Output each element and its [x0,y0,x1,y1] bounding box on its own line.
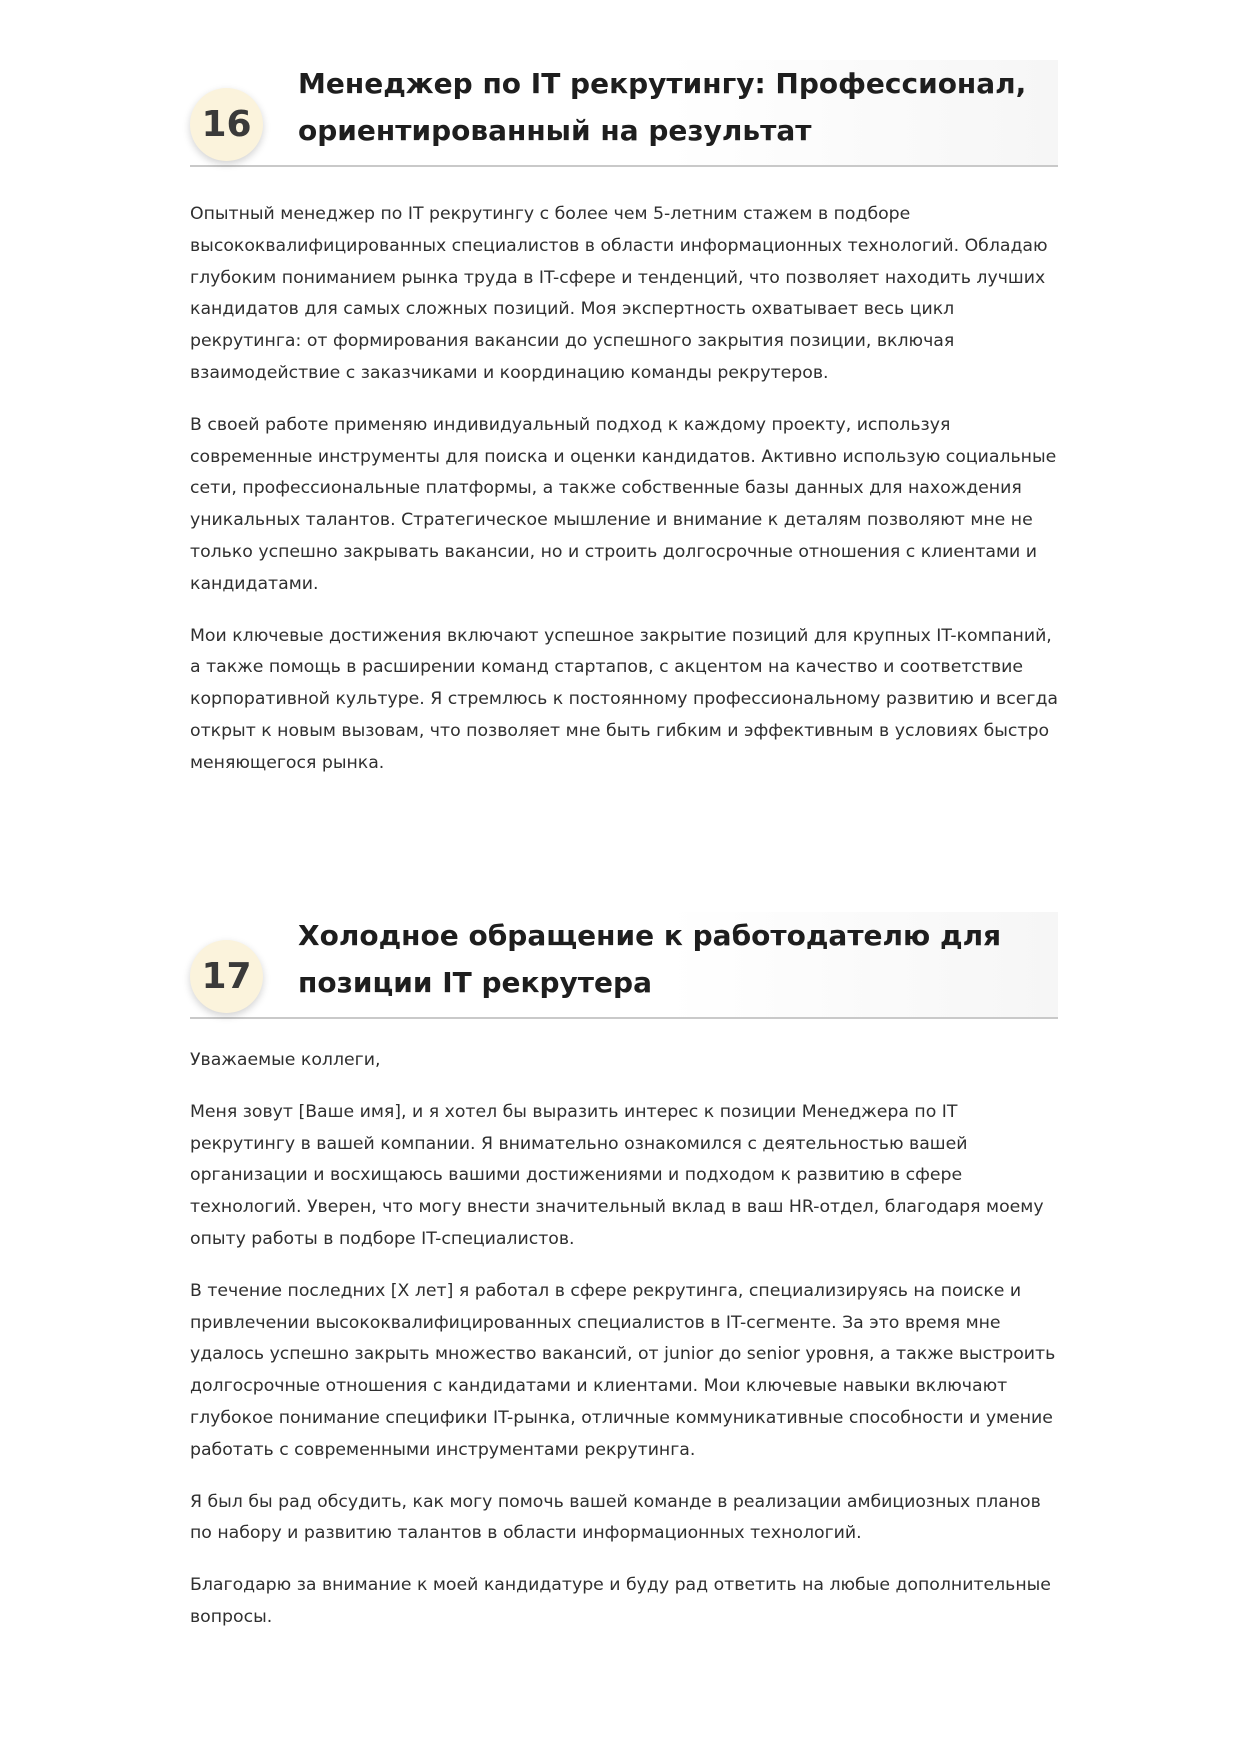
section-header [190,60,1058,167]
closing-paragraph: Благодарю за внимание к моей кандидатуре и буду рад ответить на любые дополнительные вопросы. [190,1575,1051,1627]
section-number-badge: 16 [190,88,263,161]
section-16 [190,60,1058,800]
section-title: Менеджер по IT рекрутингу: Профессионал, ориентированный на результат [298,67,1027,147]
paragraph: Меня зовут [Ваше имя], и я хотел бы выразить интерес к позиции Менеджера по IT рекрутингу в вашей компании. Я внимательно ознакомился с деятельностью вашей организации и восхищаюсь вашими достижениями и подходом к развитию в сфере технологий. Уверен, что могу внести значительный вклад в ваш HR-отдел, благодаря моему опыту работы в подборе IT-специалистов. [190,1101,1044,1249]
paragraph: В течение последних [X лет] я работал в сфере рекрутинга, специализируясь на поиске и привлечении высококвалифицированных специалистов в IT-сегменте. За это время мне удалось успешно закрыть множество вакансий, от junior до senior уровня, а также выстроить долгосрочные отношения с кандидатами и клиентами. Мои ключевые навыки включают глубокое понимание специфики IT-рынка, отличные коммуникативные способности и умение работать с современными инструментами рекрутинга. [190,1280,1056,1460]
paragraph: Я был бы рад обсудить, как могу помочь вашей команде в реализации амбициозных планов по набору и развитию талантов в области информационных технологий. [190,1491,1041,1544]
section-header [190,912,1058,1019]
section-body [190,167,1058,780]
paragraph: Опытный менеджер по IT рекрутингу с более чем 5-летним стажем в подборе высококвалифицированных специалистов в области информационных технологий. Обладаю глубоким пониманием рынка труда в IT-сфере и тенденций, что позволяет находить лучших кандидатов для самых сложных позиций. Моя экспертность охватывает весь цикл рекрутинга: от формирования вакансии до успешного закрытия позиции, включая взаимодействие с заказчиками и координацию команды рекрутеров. [190,204,1048,383]
paragraph: В своей работе применяю индивидуальный подход к каждому проекту, используя современные инструменты для поиска и оценки кандидатов. Активно использую социальные сети, профессиональные платформы, а также собственные базы данных для нахождения уникальных талантов. Стратегическое мышление и внимание к деталям позволяют мне не только успешно закрывать вакансии, но и строить долгосрочные отношения с клиентами и кандидатами. [190,414,1057,594]
paragraph: Мои ключевые достижения включают успешное закрытие позиций для крупных IT-компаний, а также помощь в расширении команд стартапов, с акцентом на качество и соответствие корпоративной культуре. Я стремлюсь к постоянному профессиональному развитию и всегда открыт к новым вызовам, что позволяет мне быть гибким и эффективным в условиях быстро меняющегося рынка. [190,625,1058,773]
section-17 [190,912,1058,1654]
section-title: Холодное обращение к работодателю для позиции IT рекрутера [298,919,1002,999]
section-number-badge: 17 [190,940,263,1013]
section-body [190,1019,1058,1634]
greeting: Уважаемые коллеги, [190,1050,381,1070]
